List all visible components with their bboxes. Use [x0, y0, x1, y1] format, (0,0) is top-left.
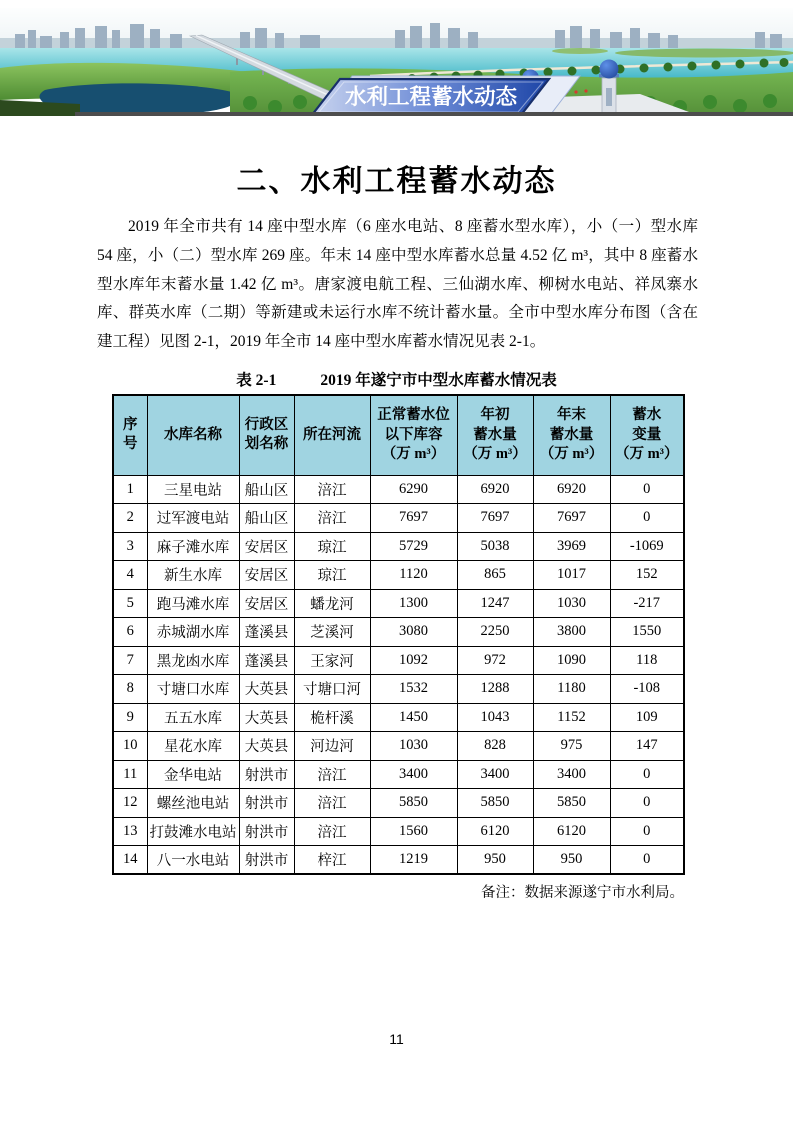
table-cell: -217	[610, 589, 684, 618]
table-row	[113, 646, 684, 675]
table-cell: 5850	[457, 789, 533, 818]
table-cell: 1532	[370, 675, 457, 704]
table-cell: 涪江	[294, 504, 370, 533]
table-cell: 大英县	[239, 732, 294, 761]
table-cell: 1017	[533, 561, 610, 590]
table-row	[113, 618, 684, 647]
table-cell: 1180	[533, 675, 610, 704]
table-cell: 赤城湖水库	[147, 618, 239, 647]
table-cell: 射洪市	[239, 846, 294, 875]
table-cell: 7697	[457, 504, 533, 533]
table-cell: 1152	[533, 703, 610, 732]
table-cell: 八一水电站	[147, 846, 239, 875]
table-cell: 3400	[457, 760, 533, 789]
table-cell: 河边河	[294, 732, 370, 761]
table-cell: 152	[610, 561, 684, 590]
table-cell: 星花水库	[147, 732, 239, 761]
table-cell: 14	[113, 846, 147, 875]
table-cell: 1560	[370, 817, 457, 846]
banner	[312, 76, 580, 115]
column-header: 水库名称	[147, 395, 239, 475]
column-header: 行政区 划名称	[239, 395, 294, 475]
table-cell: 涪江	[294, 475, 370, 504]
table-cell: 9	[113, 703, 147, 732]
table-cell: 黑龙凼水库	[147, 646, 239, 675]
table-cell: 972	[457, 646, 533, 675]
table-header-row	[113, 395, 684, 475]
table-cell: 1030	[370, 732, 457, 761]
table-cell: 1120	[370, 561, 457, 590]
table-cell: 0	[610, 475, 684, 504]
table-cell: 950	[533, 846, 610, 875]
table-cell: 865	[457, 561, 533, 590]
table-row	[113, 675, 684, 704]
table-cell: 1550	[610, 618, 684, 647]
table-cell: 0	[610, 760, 684, 789]
banner-label: 水利工程蓄水动态	[344, 85, 518, 109]
table-cell: 6920	[457, 475, 533, 504]
table-cell: 船山区	[239, 475, 294, 504]
table-cell: 寸塘口河	[294, 675, 370, 704]
table-cell: 1247	[457, 589, 533, 618]
table-cell: 船山区	[239, 504, 294, 533]
column-header: 蓄水 变量 （万 m³）	[610, 395, 684, 475]
table-row	[113, 846, 684, 875]
caption-label: 表 2-1	[236, 372, 277, 389]
table-row	[113, 732, 684, 761]
table-cell: 6120	[533, 817, 610, 846]
table-cell: 950	[457, 846, 533, 875]
column-header: 年初 蓄水量 （万 m³）	[457, 395, 533, 475]
table-cell: 2	[113, 504, 147, 533]
table-row	[113, 589, 684, 618]
table-cell: 7	[113, 646, 147, 675]
column-header: 序 号	[113, 395, 147, 475]
table-cell: 安居区	[239, 561, 294, 590]
river-island	[615, 49, 793, 58]
table-cell: 五五水库	[147, 703, 239, 732]
table-row	[113, 475, 684, 504]
table-cell: 3800	[533, 618, 610, 647]
table-cell: 王家河	[294, 646, 370, 675]
body-paragraph: 2019 年全市共有 14 座中型水库（6 座水电站、8 座蓄水型水库），小（一）型水库 54 座，小（二）型水库 269 座。年末 14 座中型水库蓄水总量 4.52 亿 m³，其中 8 座蓄水型水库年末蓄水量 1.42 亿 m³。唐家渡电航工程、三仙湖水库、柳树水电站、祥凤寨水库、群英水库（二期）等新建或未运行水库不统计蓄水量。全市中型水库分布图（含在建工程）见图 2-1，2019 年全市 14 座中型水库蓄水情况见表 2-1。	[97, 218, 698, 351]
table-cell: 芝溪河	[294, 618, 370, 647]
table-cell: 金华电站	[147, 760, 239, 789]
table-cell: 桅杆溪	[294, 703, 370, 732]
table-cell: -1069	[610, 532, 684, 561]
table-cell: 蓬溪县	[239, 646, 294, 675]
table-cell: 大英县	[239, 703, 294, 732]
table-row	[113, 561, 684, 590]
table-cell: 10	[113, 732, 147, 761]
table-cell: 琼江	[294, 561, 370, 590]
table-cell: 1288	[457, 675, 533, 704]
table-cell: 蓬溪县	[239, 618, 294, 647]
table-cell: 13	[113, 817, 147, 846]
reservoir-table	[112, 394, 685, 875]
table-cell: 6920	[533, 475, 610, 504]
column-header: 正常蓄水位 以下库容 （万 m³）	[370, 395, 457, 475]
table-cell: 涪江	[294, 760, 370, 789]
table-cell: 1043	[457, 703, 533, 732]
table-cell: 射洪市	[239, 817, 294, 846]
table-cell: 新生水库	[147, 561, 239, 590]
table-cell: 1300	[370, 589, 457, 618]
table-cell: 安居区	[239, 589, 294, 618]
table-cell: 1450	[370, 703, 457, 732]
table-cell: 0	[610, 789, 684, 818]
table-cell: 麻子滩水库	[147, 532, 239, 561]
table-caption	[0, 368, 793, 390]
table-cell: 0	[610, 817, 684, 846]
table-cell: 射洪市	[239, 760, 294, 789]
table-cell: 5729	[370, 532, 457, 561]
table-cell: 5850	[533, 789, 610, 818]
table-cell: 琼江	[294, 532, 370, 561]
table-cell: 蟠龙河	[294, 589, 370, 618]
table-note: 备注：数据来源遂宁市水利局。	[481, 885, 684, 901]
table-cell: 8	[113, 675, 147, 704]
table-cell: 6290	[370, 475, 457, 504]
table-cell: 寸塘口水库	[147, 675, 239, 704]
table-cell: 三星电站	[147, 475, 239, 504]
table-cell: 11	[113, 760, 147, 789]
table-cell: 109	[610, 703, 684, 732]
table-cell: 梓江	[294, 846, 370, 875]
table-cell: 147	[610, 732, 684, 761]
table-cell: 射洪市	[239, 789, 294, 818]
table-cell: 1	[113, 475, 147, 504]
table-cell: 3400	[370, 760, 457, 789]
table-cell: 安居区	[239, 532, 294, 561]
table-cell: 涪江	[294, 817, 370, 846]
table-cell: 3080	[370, 618, 457, 647]
table-row	[113, 760, 684, 789]
table-cell: 5850	[370, 789, 457, 818]
page-number: 11	[389, 1031, 404, 1047]
table-cell: 螺丝池电站	[147, 789, 239, 818]
table-cell: 跑马滩水库	[147, 589, 239, 618]
river-islet	[552, 48, 608, 54]
column-header: 年末 蓄水量 （万 m³）	[533, 395, 610, 475]
table-cell: 828	[457, 732, 533, 761]
column-header: 所在河流	[294, 395, 370, 475]
table-row	[113, 817, 684, 846]
photo-shadow	[75, 112, 793, 116]
table-cell: 涪江	[294, 789, 370, 818]
table-cell: 118	[610, 646, 684, 675]
table-cell: 5	[113, 589, 147, 618]
table-cell: 4	[113, 561, 147, 590]
table-cell: 过军渡电站	[147, 504, 239, 533]
caption-title: 2019 年遂宁市中型水库蓄水情况表	[320, 372, 557, 389]
table-cell: 7697	[533, 504, 610, 533]
page-title: 二、水利工程蓄水动态	[236, 165, 557, 198]
table-cell: 2250	[457, 618, 533, 647]
table-cell: 3400	[533, 760, 610, 789]
table-cell: 5038	[457, 532, 533, 561]
table-cell: 975	[533, 732, 610, 761]
table-row	[113, 703, 684, 732]
table-cell: 3969	[533, 532, 610, 561]
table-cell: 大英县	[239, 675, 294, 704]
table-cell: 6120	[457, 817, 533, 846]
table-cell: 1219	[370, 846, 457, 875]
header-photo	[0, 8, 793, 116]
table-cell: 12	[113, 789, 147, 818]
table-cell: 7697	[370, 504, 457, 533]
table-cell: 1090	[533, 646, 610, 675]
table-cell: 1092	[370, 646, 457, 675]
table-cell: 1030	[533, 589, 610, 618]
table-row	[113, 789, 684, 818]
table-cell: 6	[113, 618, 147, 647]
table-cell: 0	[610, 846, 684, 875]
table-row	[113, 532, 684, 561]
table-row	[113, 504, 684, 533]
table-cell: 3	[113, 532, 147, 561]
table-cell: 0	[610, 504, 684, 533]
table-cell: 打鼓滩水电站	[147, 817, 239, 846]
table-cell: -108	[610, 675, 684, 704]
